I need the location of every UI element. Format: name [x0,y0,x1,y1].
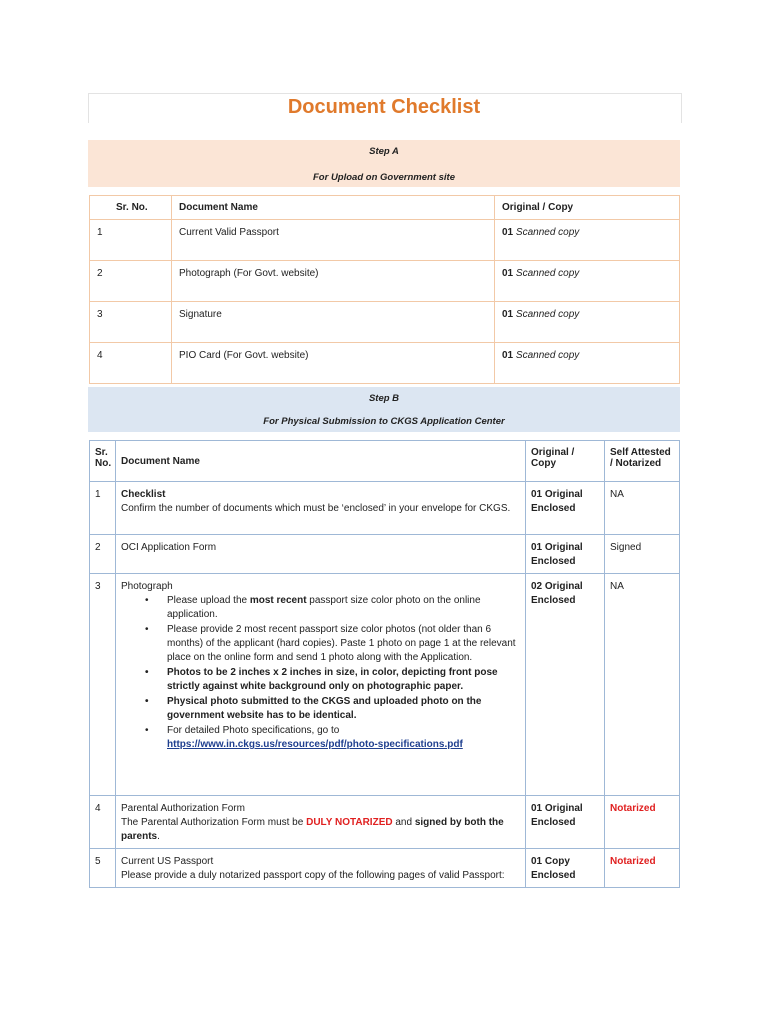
list-item: • Please provide 2 most recent passport size color photos (not older than 6 months) of the applicant (hard copies). Paste 1 photo on page 1 at the relevant place on the online form and send 1 photo along with the Application. [167,623,520,665]
col-header-original-copy: Original / Copy [526,441,605,482]
table-row [90,343,680,384]
original-copy: 01 Original Enclosed [526,796,605,849]
row-number: 3 [90,574,116,796]
step-b-label: Step B [368,393,400,404]
document-title: Checklist [121,489,166,500]
table-row [90,482,680,535]
row-number: 2 [90,535,116,574]
list-item: • Physical photo submitted to the CKGS and uploaded photo on the government website has to be identical. [167,695,520,723]
original-copy: 01 Original Enclosed [526,482,605,535]
step-a-subtitle: For Upload on Government site [313,172,455,183]
list-item: • Please upload the most recent passport size color photo on the online application. [167,594,520,622]
row-number: 3 [90,302,172,343]
document-description: The Parental Authorization Form must be DULY NOTARIZED and signed by both the parents. [121,817,504,842]
copy-type: 01 Scanned copy [495,220,680,261]
col-header-self-attested: Self Attested / Notarized [605,441,680,482]
photo-requirements-list [121,594,520,752]
document-description: Please provide a duly notarized passport copy of the following pages of valid Passport: [121,870,505,881]
document-cell [116,482,526,535]
document-cell [116,574,526,796]
step-b-subtitle: For Physical Submission to CKGS Application Center [263,416,505,427]
col-header-document-name: Document Name [116,441,526,482]
table-header-row [90,196,680,220]
document-name: Photograph (For Govt. website) [172,261,495,302]
step-b-banner [88,387,680,432]
document-cell [116,849,526,888]
status: Signed [605,535,680,574]
list-item: • Photos to be 2 inches x 2 inches in size, in color, depicting front pose strictly against white background only on photographic paper. [167,666,520,694]
step-a-label: Step A [369,146,399,157]
copy-type: 01 Scanned copy [495,261,680,302]
page-title: Document Checklist [287,96,481,118]
table-row [90,796,680,849]
list-item: • For detailed Photo specifications, go to https://www.in.ckgs.us/resources/pdf/photo-specifications.pdf [167,724,520,752]
col-header-sr-no: Sr. No. [90,196,172,220]
table-row [90,535,680,574]
document-title: Parental Authorization Form [121,803,245,814]
status: NA [605,574,680,796]
copy-type: 01 Scanned copy [495,343,680,384]
document-title: Current US Passport [121,856,214,867]
document-title: OCI Application Form [121,542,217,553]
table-header-row [90,441,680,482]
original-copy: 02 Original Enclosed [526,574,605,796]
copy-type: 01 Scanned copy [495,302,680,343]
status-notarized: Notarized [605,796,680,849]
document-cell [116,535,526,574]
col-header-sr-no: Sr. No. [90,441,116,482]
table-row [90,302,680,343]
row-number: 1 [90,220,172,261]
row-number: 1 [90,482,116,535]
step-a-table [89,195,680,384]
table-row [90,574,680,796]
row-number: 4 [90,796,116,849]
status-notarized: Notarized [605,849,680,888]
step-a-banner [88,140,680,187]
status: NA [605,482,680,535]
table-row [90,261,680,302]
document-name: Current Valid Passport [172,220,495,261]
original-copy: 01 Copy Enclosed [526,849,605,888]
document-title: Photograph [121,581,173,592]
document-cell [116,796,526,849]
row-number: 2 [90,261,172,302]
col-header-document-name: Document Name [172,196,495,220]
row-number: 4 [90,343,172,384]
document-description: Confirm the number of documents which must be ‘enclosed’ in your envelope for CKGS. [121,503,511,514]
document-name: Signature [172,302,495,343]
photo-specifications-link[interactable]: https://www.in.ckgs.us/resources/pdf/photo-specifications.pdf [167,739,463,750]
table-row [90,849,680,888]
table-row [90,220,680,261]
col-header-original-copy: Original / Copy [495,196,680,220]
original-copy: 01 Original Enclosed [526,535,605,574]
step-b-table [89,440,680,888]
document-name: PIO Card (For Govt. website) [172,343,495,384]
row-number: 5 [90,849,116,888]
